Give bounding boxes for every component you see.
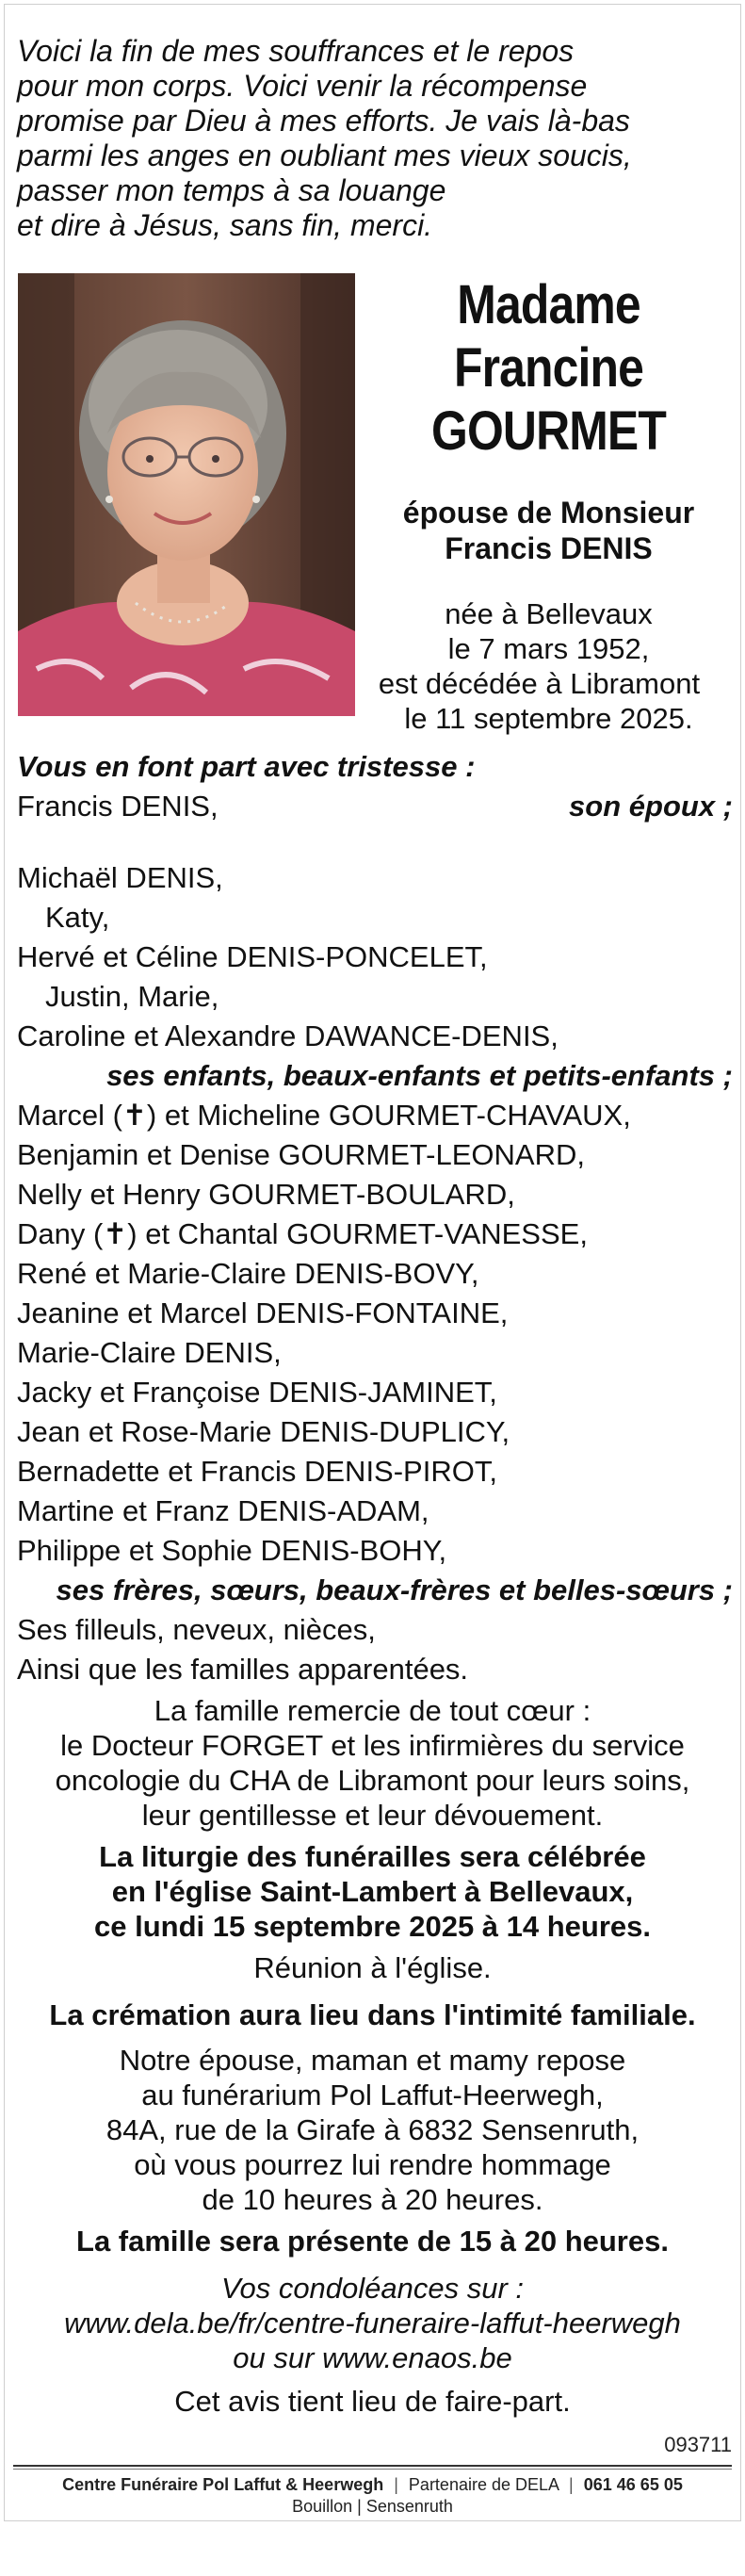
poem-line: pour mon corps. Voici venir la récompense (17, 69, 588, 103)
funerarium-line: au funérarium Pol Laffut-Heerwegh, (141, 2079, 604, 2111)
condolences-link[interactable]: www.dela.be/fr/centre-funeraire-laffut-heerwegh (64, 2307, 681, 2340)
family-member: Bernadette et Francis DENIS-PIROT, (17, 1455, 497, 1488)
family-member: Jeanine et Marcel DENIS-FONTAINE, (17, 1296, 509, 1329)
birth-death-line: le 11 septembre 2025. (404, 702, 693, 735)
birth-death-line: est décédée à Libramont (378, 667, 701, 700)
funerarium-line: 84A, rue de la Girafe à 6832 Sensenruth, (105, 2113, 640, 2146)
family-member: Hervé et Céline DENIS-PONCELET, (17, 940, 488, 973)
name-line: GOURMET (431, 400, 666, 462)
funeral-line: en l'église Saint-Lambert à Bellevaux, (111, 1875, 634, 1908)
family-member: Katy, (45, 901, 110, 934)
funerarium-line: de 10 heures à 20 heures. (202, 2183, 543, 2216)
funerarium-line: Notre épouse, maman et mamy repose (119, 2044, 626, 2077)
funeral-line: ce lundi 15 septembre 2025 à 14 heures. (93, 1910, 652, 1943)
family-member: Jacky et Françoise DENIS-JAMINET, (17, 1376, 497, 1409)
family-member: Martine et Franz DENIS-ADAM, (17, 1494, 429, 1527)
family-member: Nelly et Henry GOURMET-BOULARD, (17, 1178, 515, 1211)
footer-phone[interactable]: 061 46 65 05 (583, 2475, 683, 2494)
family-intro: Vous en font part avec tristesse : (17, 750, 476, 783)
funeral-line: La liturgie des funérailles sera célébrée (99, 1840, 646, 1873)
poem (17, 34, 714, 243)
footer (13, 2474, 732, 2518)
poem-line: Voici la fin de mes souffrances et le repos (17, 34, 575, 68)
family-member: Marcel (✝) et Micheline GOURMET-CHAVAUX, (17, 1099, 631, 1132)
family-member: Marie-Claire DENIS, (17, 1336, 282, 1369)
footer-divider-thin (13, 2469, 732, 2470)
poem-line: passer mon temps à sa louange (17, 173, 446, 207)
condolences-block (9, 2271, 736, 2375)
family-member: René et Marie-Claire DENIS-BOVY, (17, 1257, 479, 1290)
poem-line: et dire à Jésus, sans fin, merci. (17, 208, 433, 242)
condolences-line: ou sur www.enaos.be (233, 2341, 512, 2374)
thanks-line: La famille remercie de tout cœur : (154, 1694, 591, 1727)
footer-divider (13, 2465, 732, 2467)
family-member: Caroline et Alexandre DAWANCE-DENIS, (17, 1019, 559, 1052)
condolences-line: Vos condoléances sur : (220, 2272, 525, 2305)
spouse-role: son époux ; (569, 790, 733, 823)
spouse-row (17, 790, 733, 823)
reference-number: 093711 (664, 2433, 732, 2456)
thanks-block (9, 1693, 736, 1833)
family-member: Ses filleuls, neveux, nièces, (17, 1613, 376, 1646)
birth-death-info (367, 596, 730, 736)
spouse-line: Francis DENIS (445, 531, 653, 565)
closing-text: Cet avis tient lieu de faire-part. (174, 2385, 571, 2418)
footer-separator: | (569, 2475, 574, 2494)
presence-text: La famille sera présente de 15 à 20 heures. (76, 2225, 669, 2258)
funerarium-block (9, 2043, 736, 2217)
thanks-line: oncologie du CHA de Libramont pour leurs soins, (55, 1764, 690, 1797)
siblings-role: ses frères, sœurs, beaux-frères et belles-sœurs ; (56, 1573, 733, 1606)
meeting-text: Réunion à l'église. (253, 1951, 492, 1984)
spouse-name: Francis DENIS, (17, 790, 219, 823)
thanks-line: leur gentillesse et leur dévouement. (141, 1799, 604, 1832)
name-line: Francine (453, 337, 644, 399)
name-line: Madame (457, 274, 640, 335)
portrait-photo (18, 273, 355, 716)
funerarium-line: où vous pourrez lui rendre hommage (134, 2148, 611, 2181)
footer-separator: | (394, 2475, 398, 2494)
children-role: ses enfants, beaux-enfants et petits-enfants ; (106, 1059, 733, 1092)
poem-line: promise par Dieu à mes efforts. Je vais là-bas (17, 104, 630, 138)
birth-death-line: née à Bellevaux (445, 597, 653, 630)
family-member: Justin, Marie, (45, 980, 219, 1013)
footer-partner: Partenaire de DELA (408, 2475, 559, 2494)
spouse-line: épouse de Monsieur (402, 496, 695, 530)
thanks-line: le Docteur FORGET et les infirmières du service (60, 1729, 685, 1762)
family-member: Dany (✝) et Chantal GOURMET-VANESSE, (17, 1217, 588, 1250)
family-member: Michaël DENIS, (17, 861, 223, 894)
family-member: Benjamin et Denise GOURMET-LEONARD, (17, 1138, 585, 1171)
footer-main-line (13, 2474, 732, 2496)
funeral-block (9, 1839, 736, 1944)
birth-death-line: le 7 mars 1952, (447, 632, 650, 665)
family-member: Philippe et Sophie DENIS-BOHY, (17, 1534, 447, 1567)
deceased-name (393, 273, 705, 463)
footer-locations: Bouillon | Sensenruth (292, 2497, 453, 2516)
spouse-info (367, 495, 730, 566)
family-member: Jean et Rose-Marie DENIS-DUPLICY, (17, 1415, 510, 1448)
deceased-info (367, 273, 730, 736)
family-member: Ainsi que les familles apparentées. (17, 1653, 469, 1686)
cremation-text: La crémation aura lieu dans l'intimité familiale. (49, 1998, 696, 2031)
footer-company: Centre Funéraire Pol Laffut & Heerwegh (62, 2475, 384, 2494)
poem-line: parmi les anges en oubliant mes vieux soucis, (17, 139, 632, 172)
